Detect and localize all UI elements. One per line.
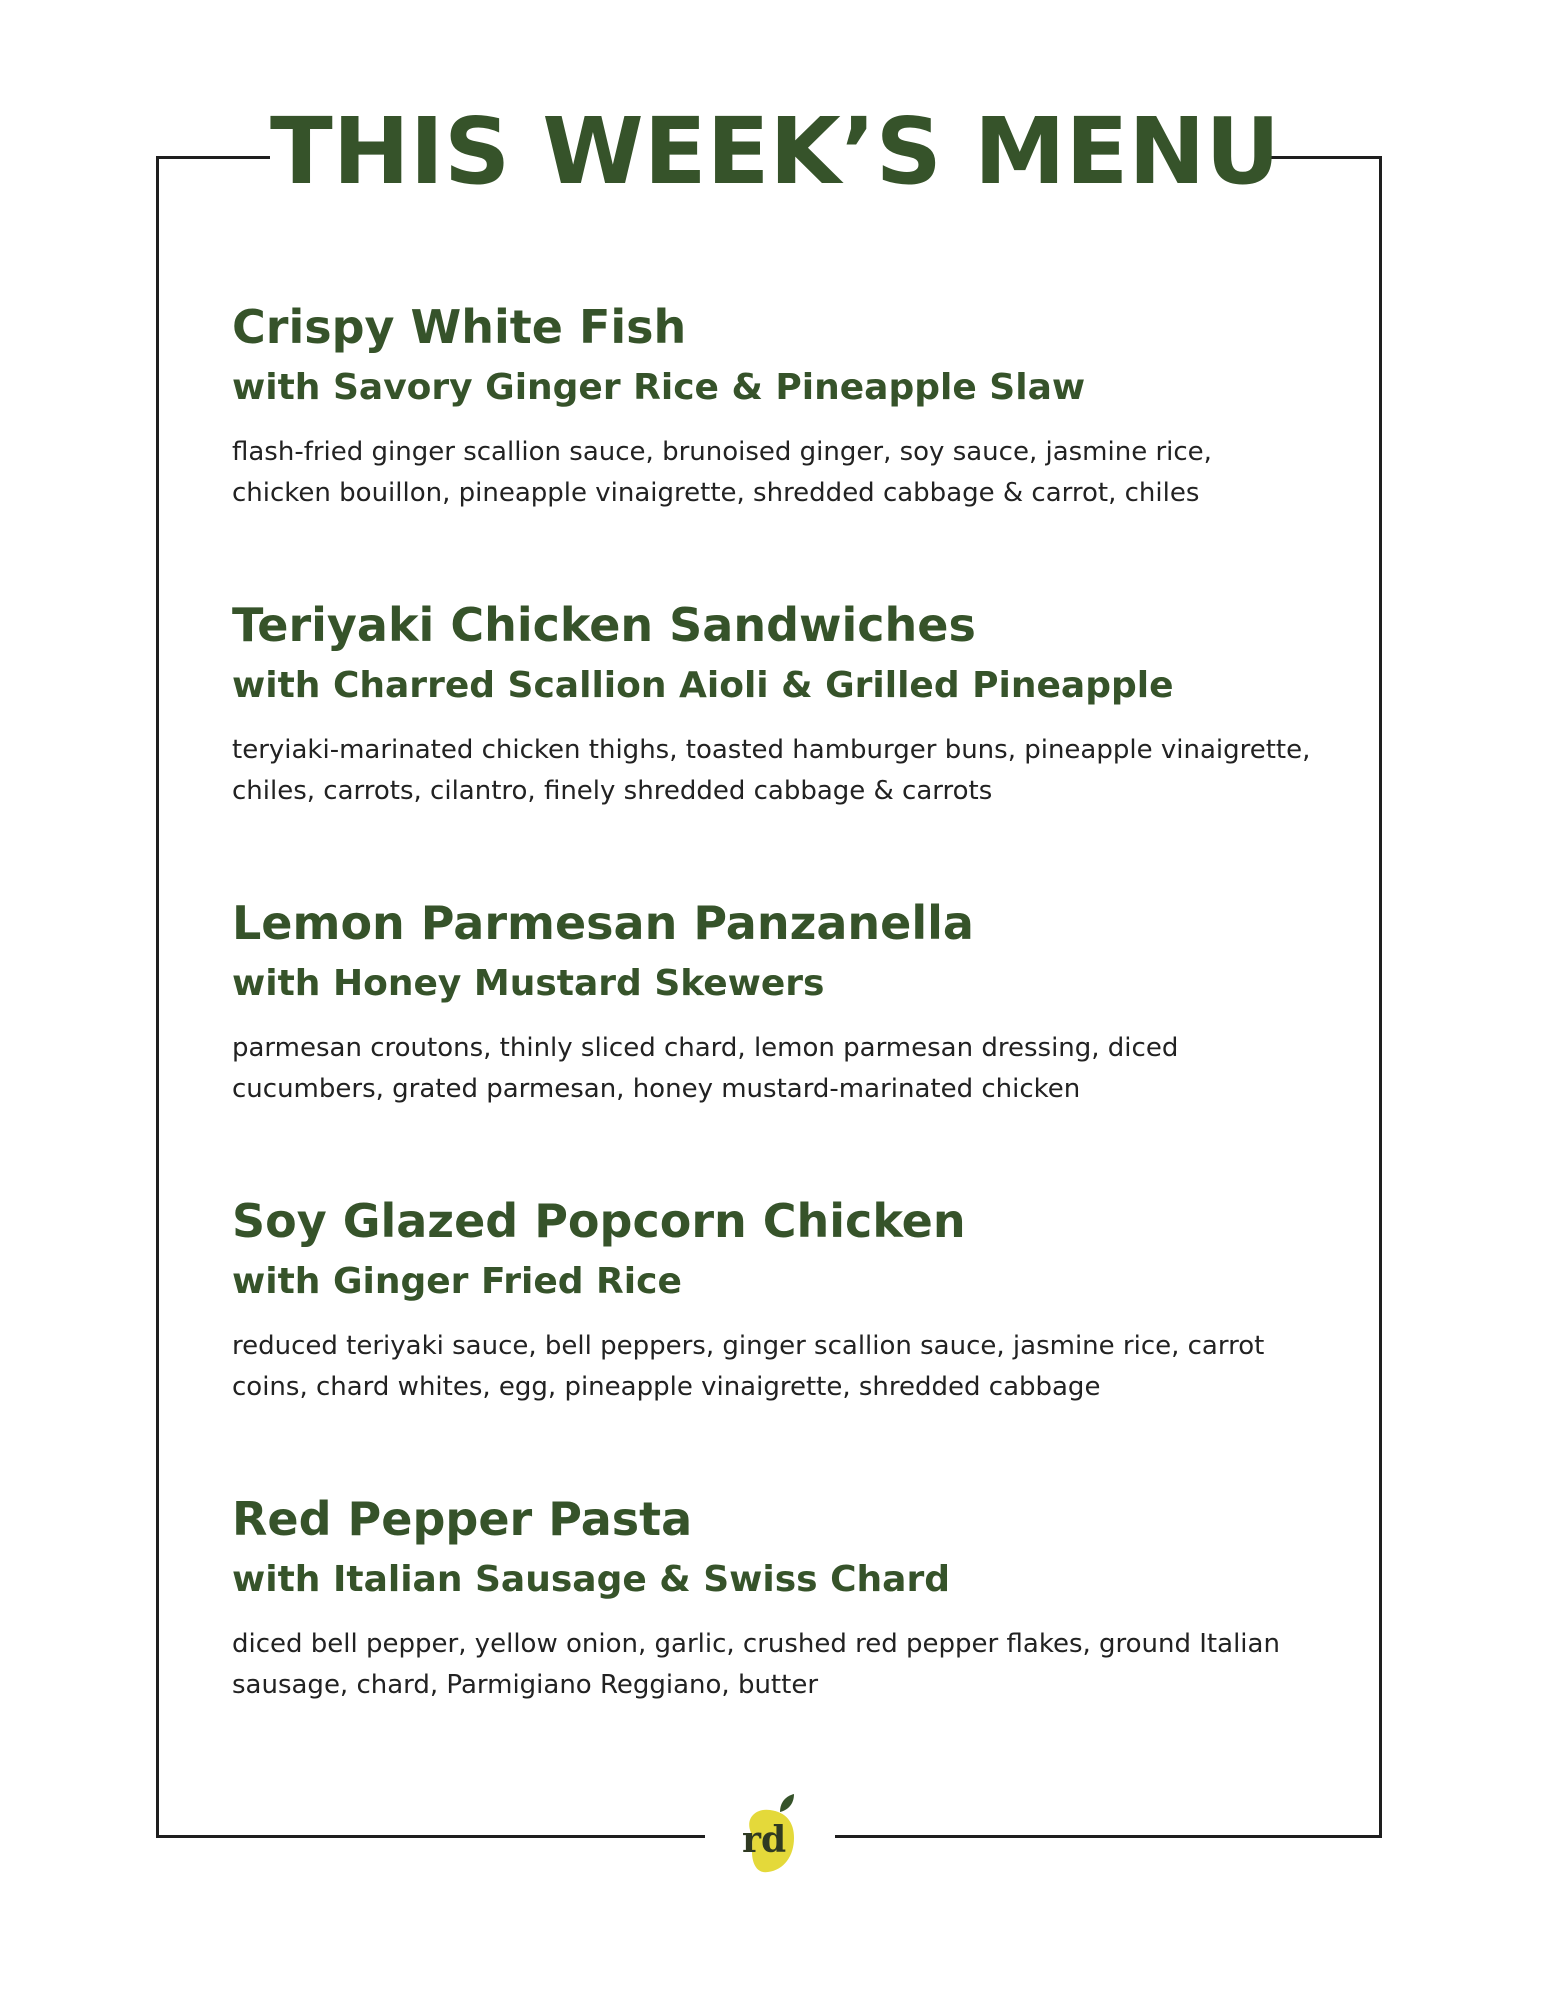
dish-subtitle: with Savory Ginger Rice & Pineapple Slaw — [232, 367, 1086, 408]
dish-name: Soy Glazed Popcorn Chicken — [232, 1194, 966, 1248]
dish-name: Teriyaki Chicken Sandwiches — [232, 598, 976, 652]
leaf-shape — [780, 1794, 794, 1812]
dish-item — [232, 594, 1332, 892]
logo-text: rd — [742, 1819, 787, 1861]
dish-description: flash-fried ginger scallion sauce, brunoised ginger, soy sauce, jasmine rice, chicken bouillon, pineapple vinaigrette, shredded cabbage & carrot, chiles — [232, 437, 1212, 508]
dish-description: teryiaki-marinated chicken thighs, toasted hamburger buns, pineapple vinaigrette, chiles, carrots, cilantro, finely shredded cabbage & carrots — [232, 735, 1311, 806]
dish-subtitle: with Ginger Fried Rice — [232, 1261, 682, 1302]
lemon-leaf-logo-icon — [736, 1790, 806, 1880]
dish-description: parmesan croutons, thinly sliced chard, lemon parmesan dressing, diced cucumbers, grated parmesan, honey mustard-marinated chicken — [232, 1033, 1179, 1104]
dish-item — [232, 1488, 1332, 1786]
dish-item — [232, 296, 1332, 594]
dish-description: diced bell pepper, yellow onion, garlic, crushed red pepper flakes, ground Italian sausage, chard, Parmigiano Reggiano, butter — [232, 1629, 1280, 1700]
dish-subtitle: with Charred Scallion Aioli & Grilled Pineapple — [232, 665, 1174, 706]
dish-name: Red Pepper Pasta — [232, 1492, 693, 1546]
dish-subtitle: with Honey Mustard Skewers — [232, 963, 825, 1004]
dish-description: reduced teriyaki sauce, bell peppers, ginger scallion sauce, jasmine rice, carrot coins, chard whites, egg, pineapple vinaigrette, shredded cabbage — [232, 1331, 1265, 1402]
dish-subtitle: with Italian Sausage & Swiss Chard — [232, 1559, 950, 1600]
dish-item — [232, 892, 1332, 1190]
dish-name: Crispy White Fish — [232, 300, 687, 354]
dish-name: Lemon Parmesan Panzanella — [232, 896, 974, 950]
menu-list — [232, 296, 1332, 1786]
page-title: THIS WEEK’S MENU — [270, 92, 1268, 212]
dish-item — [232, 1190, 1332, 1488]
